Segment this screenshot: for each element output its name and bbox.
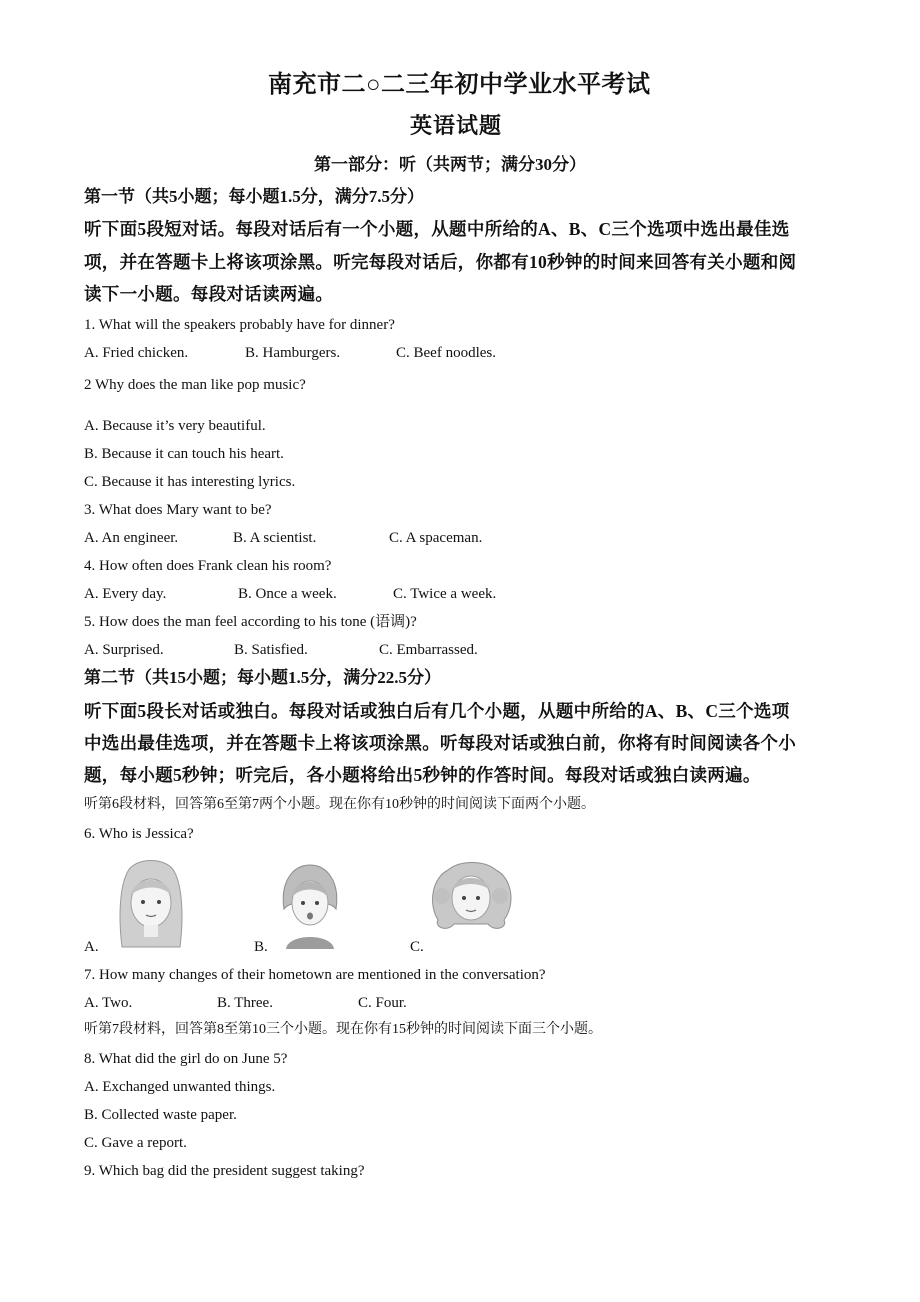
- section1-instruction-line1: 听下面5段短对话。每段对话后有一个小题，从题中所给的A、B、C三个选项中选出最佳选: [84, 219, 790, 239]
- q7-option-b: B. Three.: [217, 995, 273, 1011]
- q8-option-c: C. Gave a report.: [84, 1135, 187, 1151]
- q1-stem: 1. What will the speakers probably have for dinner?: [84, 317, 395, 333]
- exam-title: 南充市二○二三年初中学业水平考试: [268, 72, 651, 98]
- q7-option-c: C. Four.: [358, 995, 407, 1011]
- q6-option-a-label: A.: [84, 939, 99, 955]
- material7-note: 听第7段材料，回答第8至第10三个小题。现在你有15秒钟的时间阅读下面三个小题。: [84, 1022, 602, 1037]
- section2-instruction-line1: 听下面5段长对话或独白。每段对话或独白后有几个小题，从题中所给的A、B、C三个选项: [84, 701, 790, 721]
- q3-stem: 3. What does Mary want to be?: [84, 502, 272, 518]
- girl-long-straight-hair-image: [114, 855, 188, 949]
- q6-option-c-label: C.: [410, 939, 424, 955]
- q6-option-b-label: B.: [254, 939, 268, 955]
- material6-note: 听第6段材料，回答第6至第7两个小题。现在你有10秒钟的时间阅读下面两个小题。: [84, 797, 595, 812]
- q7-option-a: A. Two.: [84, 995, 133, 1011]
- q1-option-a: A. Fried chicken.: [84, 345, 189, 361]
- q5-option-a: A. Surprised.: [84, 642, 164, 658]
- q3-option-a: A. An engineer.: [84, 530, 179, 546]
- q2-stem: 2 Why does the man like pop music?: [84, 377, 306, 393]
- q2-option-b: B. Because it can touch his heart.: [84, 446, 284, 462]
- q4-option-a: A. Every day.: [84, 586, 167, 602]
- q6-stem: 6. Who is Jessica?: [84, 826, 194, 842]
- q4-option-b: B. Once a week.: [238, 586, 337, 602]
- section1-heading: 第一节（共5小题；每小题1.5分，满分7.5分）: [84, 187, 424, 206]
- q5-option-b: B. Satisfied.: [234, 642, 308, 658]
- section1-instruction-line2: 项，并在答题卡上将该项涂黑。听完每段对话后，你都有10秒钟的时间来回答有关小题和阅: [84, 252, 797, 272]
- q9-stem: 9. Which bag did the president suggest taking?: [84, 1163, 365, 1179]
- girl-curly-hair-image: [428, 860, 514, 932]
- q4-option-c: C. Twice a week.: [393, 586, 497, 602]
- q3-option-b: B. A scientist.: [233, 530, 317, 546]
- q7-stem: 7. How many changes of their hometown are mentioned in the conversation?: [84, 967, 546, 983]
- q8-stem: 8. What did the girl do on June 5?: [84, 1051, 288, 1067]
- section2-instruction-line3: 题，每小题5秒钟；听完后，各小题将给出5秒钟的作答时间。每段对话或独白读两遍。: [84, 765, 761, 785]
- q1-option-c: C. Beef noodles.: [396, 345, 496, 361]
- section1-instruction-line3: 读下一小题。每段对话读两遍。: [84, 284, 334, 304]
- q2-option-a: A. Because it’s very beautiful.: [84, 418, 266, 434]
- section2-heading: 第二节（共15小题；每小题1.5分，满分22.5分）: [84, 668, 441, 687]
- part-heading: 第一部分：听（共两节；满分30分）: [314, 155, 586, 174]
- q4-stem: 4. How often does Frank clean his room?: [84, 558, 332, 574]
- q2-option-c: C. Because it has interesting lyrics.: [84, 474, 296, 490]
- q1-option-b: B. Hamburgers.: [245, 345, 341, 361]
- q5-stem: 5. How does the man feel according to his tone (语调)?: [84, 614, 417, 630]
- q8-option-a: A. Exchanged unwanted things.: [84, 1079, 276, 1095]
- girl-short-hair-image: [278, 859, 342, 949]
- q5-option-c: C. Embarrassed.: [379, 642, 478, 658]
- q3-option-c: C. A spaceman.: [389, 530, 483, 546]
- exam-subtitle: 英语试题: [410, 113, 503, 138]
- section2-instruction-line2: 中选出最佳选项，并在答题卡上将该项涂黑。听每段对话或独白前，你将有时间阅读各个小: [84, 733, 796, 753]
- q8-option-b: B. Collected waste paper.: [84, 1107, 237, 1123]
